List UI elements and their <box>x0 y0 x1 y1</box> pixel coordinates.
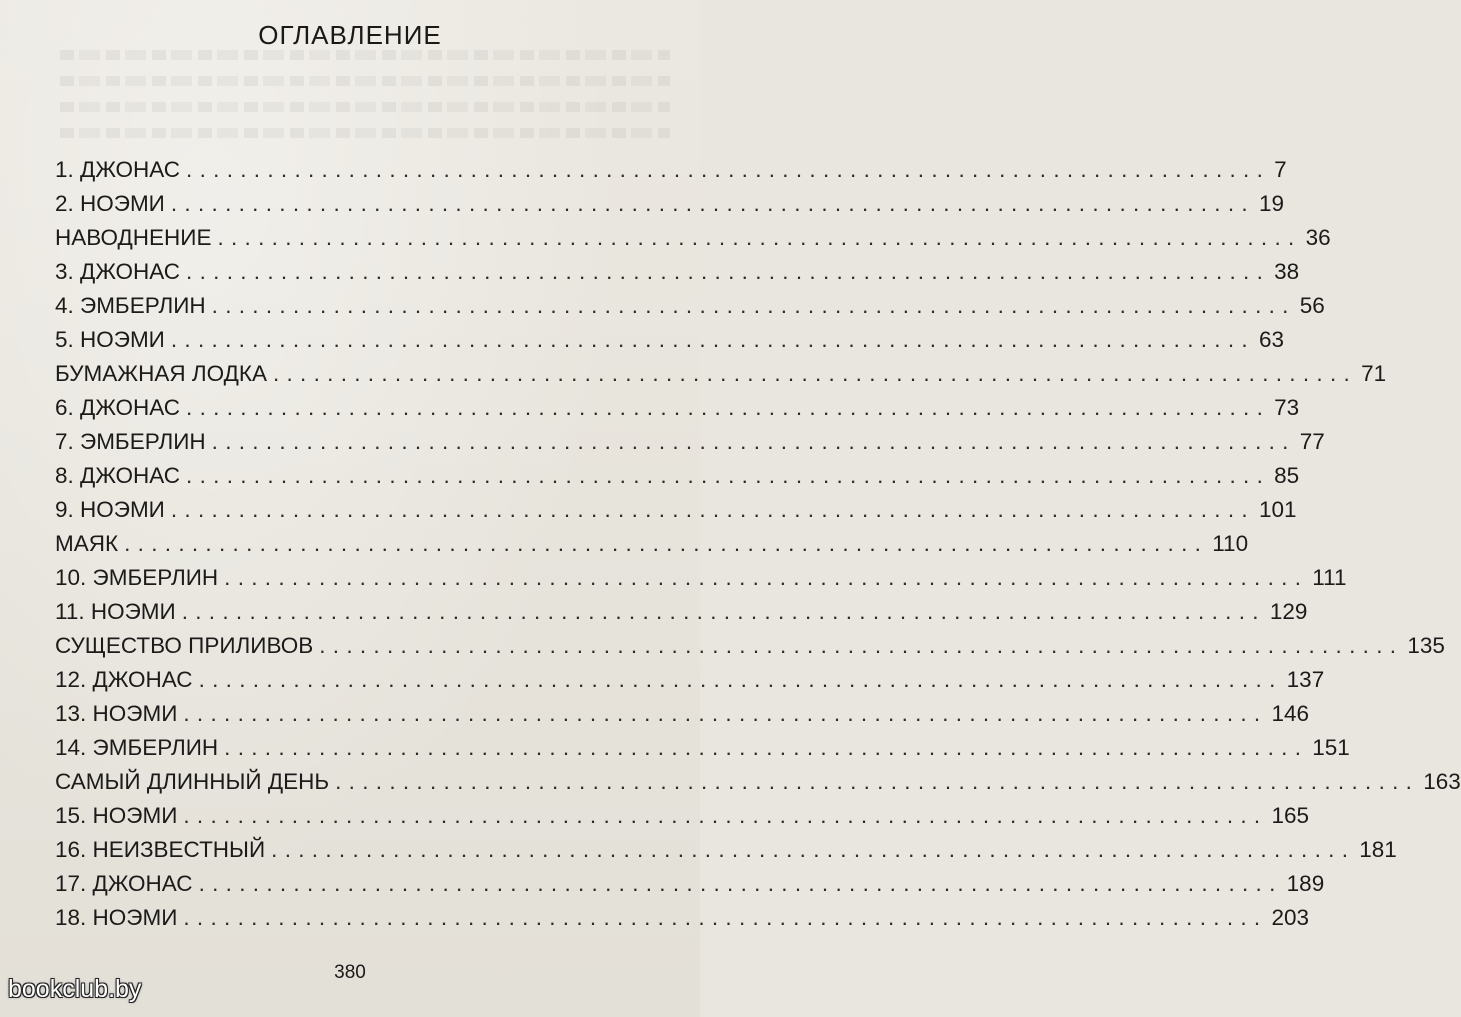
bleed-through-line <box>60 50 670 60</box>
toc-entry <box>55 327 1284 361</box>
toc-entry <box>55 871 1325 905</box>
toc-entry <box>55 735 1350 769</box>
toc-leader-dots: ................................................................................ <box>211 429 1296 454</box>
toc-entry-page: 146 <box>1271 701 1310 726</box>
toc-entry <box>55 769 1461 803</box>
toc-leader-dots: ................................................................................ <box>335 769 1420 794</box>
bleed-through-line <box>60 76 670 86</box>
toc-leader-dots: ................................................................................ <box>186 463 1271 488</box>
toc-entry <box>55 463 1300 497</box>
toc-entry-title: 2. НОЭМИ <box>55 191 165 216</box>
toc-entry-title: 18. НОЭМИ <box>55 905 178 930</box>
toc-entry-page: 151 <box>1312 735 1350 760</box>
toc-entry <box>55 565 1347 599</box>
toc-entry <box>55 395 1300 429</box>
toc-leader-dots: ................................................................................ <box>170 497 1255 522</box>
toc-entry-title: 15. НОЭМИ <box>55 803 178 828</box>
toc-entry-title: 5. НОЭМИ <box>55 327 165 352</box>
bleed-through-line <box>60 102 670 112</box>
toc-leader-dots: ................................................................................ <box>198 871 1283 896</box>
toc-entry-title: 6. ДЖОНАС <box>55 395 181 420</box>
toc-entry-page: 181 <box>1359 837 1397 862</box>
toc-leader-dots: ................................................................................ <box>186 395 1271 420</box>
toc-entry-page: 7 <box>1274 157 1287 182</box>
toc-leader-dots: ................................................................................ <box>211 293 1296 318</box>
toc-entry-title: 3. ДЖОНАС <box>55 259 181 284</box>
toc-leader-dots: ................................................................................ <box>183 803 1268 828</box>
toc-leader-dots: ................................................................................ <box>272 361 1358 386</box>
toc-entry-page: 111 <box>1312 565 1347 590</box>
toc-entry <box>55 293 1325 327</box>
toc-leader-dots: ................................................................................ <box>183 701 1268 726</box>
toc-entry <box>55 531 1249 565</box>
toc-entry <box>55 803 1310 837</box>
toc-entry-page: 63 <box>1258 327 1284 352</box>
toc-entry <box>55 905 1310 939</box>
toc-entry-page: 71 <box>1361 361 1387 386</box>
bleed-through-line <box>60 128 670 138</box>
toc-entry-page: 137 <box>1286 667 1325 692</box>
toc-leader-dots: ................................................................................ <box>271 837 1356 862</box>
toc-leader-dots: ................................................................................ <box>186 157 1271 182</box>
toc-leader-dots: ................................................................................ <box>186 259 1271 284</box>
toc-entry-title: 12. ДЖОНАС <box>55 667 193 692</box>
toc-leader-dots: ................................................................................ <box>224 735 1309 760</box>
toc-entry-page: 77 <box>1299 429 1325 454</box>
watermark-logo: bookclub.by <box>8 975 142 1003</box>
page-number: 380 <box>334 962 366 983</box>
toc-entry-title: 8. ДЖОНАС <box>55 463 181 488</box>
toc-entry <box>55 225 1331 259</box>
toc-leader-dots: ................................................................................ <box>170 327 1255 352</box>
toc-entry-page: 19 <box>1258 191 1284 216</box>
toc-entry-title: НАВОДНЕНИЕ <box>55 225 212 250</box>
toc-entry <box>55 259 1300 293</box>
toc-entry-page: 135 <box>1407 633 1445 658</box>
toc-entry-page: 38 <box>1274 259 1300 284</box>
toc-entry-title: 7. ЭМБЕРЛИН <box>55 429 206 454</box>
toc-entry <box>55 667 1325 701</box>
toc-entry-page: 189 <box>1286 871 1325 896</box>
toc-leader-dots: ................................................................................ <box>217 225 1302 250</box>
toc-leader-dots: ................................................................................ <box>183 905 1268 930</box>
toc-entry <box>55 157 1287 191</box>
toc-entry-page: 165 <box>1271 803 1310 828</box>
toc-entry <box>55 497 1297 531</box>
toc-entry-page: 101 <box>1258 497 1297 522</box>
toc-entry-page: 163 <box>1423 769 1461 794</box>
toc-entry-page: 129 <box>1269 599 1308 624</box>
toc-entry-page: 85 <box>1274 463 1300 488</box>
toc-entry <box>55 361 1387 395</box>
toc-leader-dots: ................................................................................ <box>319 633 1404 658</box>
toc-entry <box>55 191 1284 225</box>
toc-entry-title: 10. ЭМБЕРЛИН <box>55 565 219 590</box>
toc-entry <box>55 429 1325 463</box>
table-of-contents <box>55 157 1461 939</box>
toc-entry <box>55 599 1308 633</box>
toc-entry-page: 36 <box>1305 225 1331 250</box>
toc-entry-title: БУМАЖНАЯ ЛОДКА <box>55 361 267 386</box>
toc-entry-title: 13. НОЭМИ <box>55 701 178 726</box>
toc-leader-dots: ................................................................................ <box>124 531 1209 556</box>
toc-entry-page: 110 <box>1212 531 1249 556</box>
toc-entry <box>55 701 1310 735</box>
page-title: ОГЛАВЛЕНИЕ <box>258 20 442 50</box>
toc-entry-title: 14. ЭМБЕРЛИН <box>55 735 219 760</box>
toc-entry-title: МАЯК <box>55 531 119 556</box>
toc-leader-dots: ................................................................................ <box>224 565 1309 590</box>
toc-entry <box>55 837 1397 871</box>
toc-entry-title: СУЩЕСТВО ПРИЛИВОВ <box>55 633 314 658</box>
toc-entry-title: 1. ДЖОНАС <box>55 157 181 182</box>
toc-entry-title: 16. НЕИЗВЕСТНЫЙ <box>55 837 266 862</box>
toc-entry <box>55 633 1445 667</box>
toc-entry-page: 56 <box>1299 293 1325 318</box>
toc-entry-title: 9. НОЭМИ <box>55 497 165 522</box>
toc-entry-title: 17. ДЖОНАС <box>55 871 193 896</box>
toc-leader-dots: ................................................................................ <box>170 191 1255 216</box>
toc-entry-title: САМЫЙ ДЛИННЫЙ ДЕНЬ <box>55 769 330 794</box>
toc-entry-title: 11. НОЭМИ <box>55 599 176 624</box>
toc-leader-dots: ................................................................................ <box>181 599 1266 624</box>
toc-leader-dots: ................................................................................ <box>198 667 1283 692</box>
toc-entry-title: 4. ЭМБЕРЛИН <box>55 293 206 318</box>
toc-entry-page: 203 <box>1271 905 1310 930</box>
toc-entry-page: 73 <box>1274 395 1300 420</box>
